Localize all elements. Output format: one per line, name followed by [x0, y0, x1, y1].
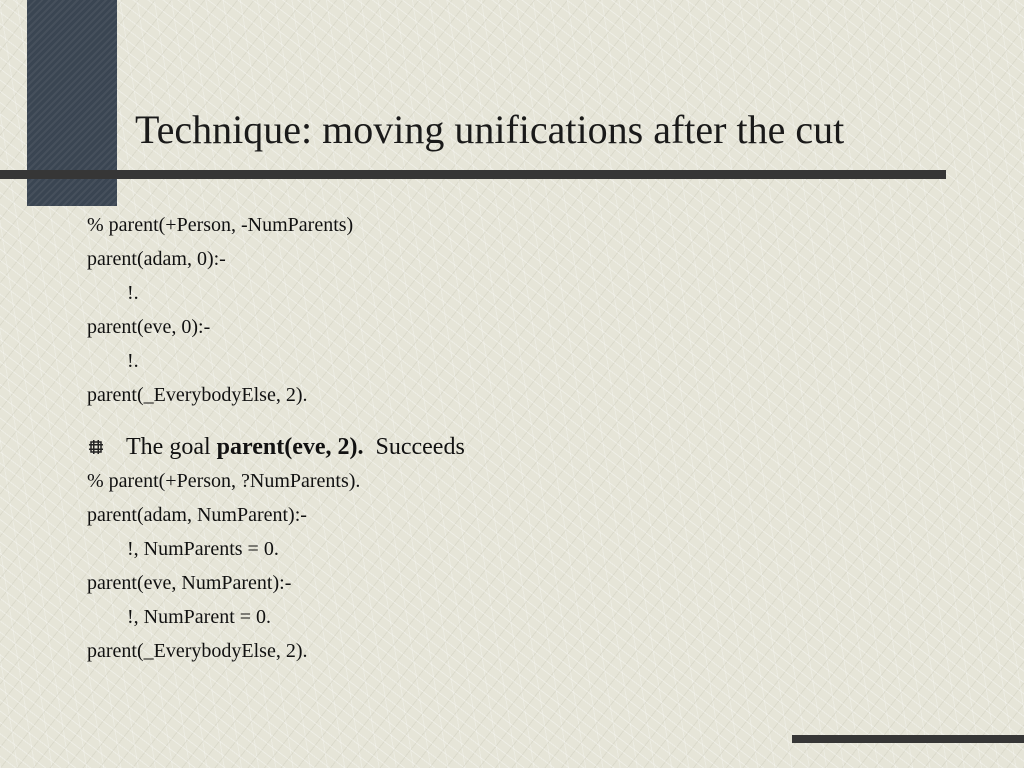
slide-body — [87, 208, 967, 668]
bullet-text-lead: The goal — [126, 434, 217, 460]
code-line: parent(_EverybodyElse, 2). — [87, 640, 308, 662]
code-line: !. — [127, 350, 139, 372]
code-line: !. — [127, 282, 139, 304]
code-comment: % parent(+Person, -NumParents) — [87, 214, 354, 236]
square-bullet-icon — [89, 440, 103, 454]
bullet-item — [87, 430, 967, 464]
code-block-revised — [87, 464, 967, 668]
bullet-text-result: Succeeds — [363, 434, 465, 460]
footer-rule — [792, 735, 1024, 743]
title-rule — [0, 170, 946, 179]
bullet-goal: parent(eve, 2). — [216, 434, 364, 460]
bullet-text — [126, 430, 465, 464]
code-line: parent(adam, 0):- — [87, 248, 226, 270]
code-line: parent(adam, NumParent):- — [87, 504, 307, 526]
code-comment: % parent(+Person, ?NumParents). — [87, 470, 361, 492]
code-line: parent(eve, 0):- — [87, 316, 211, 338]
code-line: parent(eve, NumParent):- — [87, 572, 292, 594]
code-line: !, NumParent = 0. — [127, 606, 272, 628]
code-block-original — [87, 208, 967, 412]
slide-title: Technique: moving unifications after the cut — [135, 107, 845, 152]
code-line: parent(_EverybodyElse, 2). — [87, 384, 308, 406]
code-line: !, NumParents = 0. — [127, 538, 279, 560]
